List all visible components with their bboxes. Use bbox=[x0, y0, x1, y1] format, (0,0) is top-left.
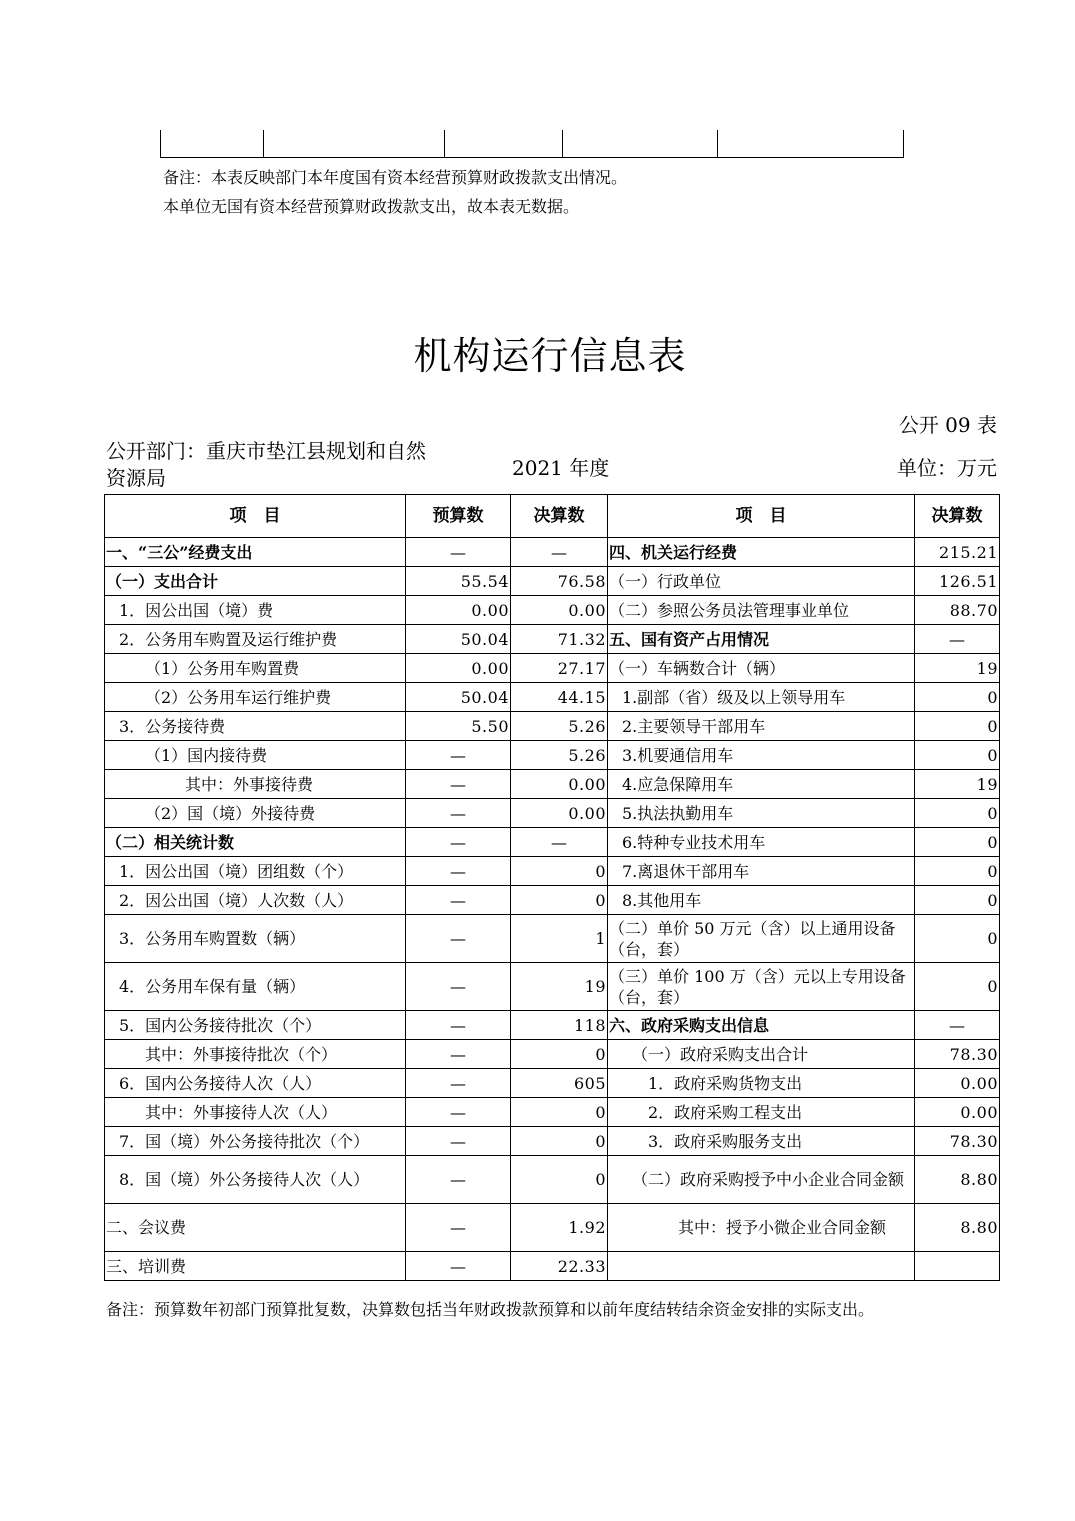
budget-value: — bbox=[406, 1098, 511, 1127]
left-item: （2）国（境）外接待费 bbox=[105, 799, 406, 828]
actual-value: 0 bbox=[511, 1127, 608, 1156]
right-actual-value: 19 bbox=[915, 654, 1000, 683]
budget-value: — bbox=[406, 1127, 511, 1156]
right-actual-value: 0 bbox=[915, 799, 1000, 828]
budget-value: — bbox=[406, 1011, 511, 1040]
budget-value: — bbox=[406, 799, 511, 828]
right-actual-value: 0 bbox=[915, 828, 1000, 857]
left-item: 其中：外事接待人次（人） bbox=[105, 1098, 406, 1127]
left-item: 3．公务接待费 bbox=[105, 712, 406, 741]
right-actual-value: 0.00 bbox=[915, 1098, 1000, 1127]
actual-value: 0.00 bbox=[511, 596, 608, 625]
right-actual-value: 215.21 bbox=[915, 538, 1000, 567]
budget-value: 55.54 bbox=[406, 567, 511, 596]
budget-value: 0.00 bbox=[406, 654, 511, 683]
actual-value: 0 bbox=[511, 886, 608, 915]
year-label: 2021 年度 bbox=[512, 456, 610, 480]
table-row bbox=[105, 1098, 1000, 1127]
right-item: 3．政府采购服务支出 bbox=[608, 1127, 915, 1156]
budget-value: — bbox=[406, 828, 511, 857]
right-actual-value: 19 bbox=[915, 770, 1000, 799]
table-row bbox=[105, 741, 1000, 770]
right-item: 4.应急保障用车 bbox=[608, 770, 915, 799]
right-actual-value: 78.30 bbox=[915, 1127, 1000, 1156]
left-item: 其中：外事接待费 bbox=[105, 770, 406, 799]
actual-value: — bbox=[511, 828, 608, 857]
right-item: 2.主要领导干部用车 bbox=[608, 712, 915, 741]
left-item: 8．国（境）外公务接待人次（人） bbox=[105, 1156, 406, 1204]
actual-value: 0 bbox=[511, 1156, 608, 1204]
left-item: （二）相关统计数 bbox=[105, 828, 406, 857]
table-row bbox=[105, 799, 1000, 828]
actual-value: 0.00 bbox=[511, 770, 608, 799]
table-row bbox=[105, 683, 1000, 712]
table-row bbox=[105, 770, 1000, 799]
left-item: 4．公务用车保有量（辆） bbox=[105, 963, 406, 1011]
table-row bbox=[105, 596, 1000, 625]
right-item: （二）单价 50 万元（含）以上通用设备（台，套） bbox=[608, 915, 915, 963]
table-row bbox=[105, 1252, 1000, 1281]
right-actual-value: 78.30 bbox=[915, 1040, 1000, 1069]
right-actual-value bbox=[915, 1252, 1000, 1281]
right-item: （三）单价 100 万（含）元以上专用设备（台，套） bbox=[608, 963, 915, 1011]
actual-value: 5.26 bbox=[511, 741, 608, 770]
left-item: 其中：外事接待批次（个） bbox=[105, 1040, 406, 1069]
left-item: （2）公务用车运行维护费 bbox=[105, 683, 406, 712]
actual-value: 76.58 bbox=[511, 567, 608, 596]
department-label: 公开部门：重庆市垫江县规划和自然资源局 bbox=[106, 439, 426, 490]
right-item: 3.机要通信用车 bbox=[608, 741, 915, 770]
right-item bbox=[608, 1252, 915, 1281]
footer-note: 备注：预算数年初部门预算批复数，决算数包括当年财政拨款预算和以前年度结转结余资金安排的实际支出。 bbox=[106, 1300, 875, 1319]
header-item-right: 项 目 bbox=[608, 495, 915, 538]
table-row bbox=[105, 1040, 1000, 1069]
header-budget: 预算数 bbox=[406, 495, 511, 538]
institution-operation-table bbox=[104, 494, 1000, 1281]
right-actual-value: 126.51 bbox=[915, 567, 1000, 596]
actual-value: — bbox=[511, 538, 608, 567]
previous-table-note: 备注：本表反映部门本年度国有资本经营预算财政拨款支出情况。 bbox=[163, 168, 628, 187]
right-actual-value: 0 bbox=[915, 683, 1000, 712]
actual-value: 1.92 bbox=[511, 1204, 608, 1252]
right-item: 1．政府采购货物支出 bbox=[608, 1069, 915, 1098]
right-item: 五、国有资产占用情况 bbox=[608, 625, 915, 654]
budget-value: — bbox=[406, 963, 511, 1011]
table-row bbox=[105, 1204, 1000, 1252]
previous-table-bottom bbox=[160, 130, 904, 158]
left-item: （一）支出合计 bbox=[105, 567, 406, 596]
table-row bbox=[105, 915, 1000, 963]
budget-value: — bbox=[406, 770, 511, 799]
table-row bbox=[105, 1069, 1000, 1098]
right-actual-value: 0 bbox=[915, 915, 1000, 963]
right-item: 六、政府采购支出信息 bbox=[608, 1011, 915, 1040]
left-item: 2．因公出国（境）人次数（人） bbox=[105, 886, 406, 915]
actual-value: 22.33 bbox=[511, 1252, 608, 1281]
budget-value: 50.04 bbox=[406, 625, 511, 654]
right-actual-value: 0 bbox=[915, 886, 1000, 915]
right-item: 6.特种专业技术用车 bbox=[608, 828, 915, 857]
left-item: 一、“三公”经费支出 bbox=[105, 538, 406, 567]
right-item: 其中：授予小微企业合同金额 bbox=[608, 1204, 915, 1252]
right-actual-value: — bbox=[915, 1011, 1000, 1040]
header-actual: 决算数 bbox=[511, 495, 608, 538]
table-row bbox=[105, 828, 1000, 857]
budget-value: 5.50 bbox=[406, 712, 511, 741]
table-number: 公开 09 表 bbox=[898, 413, 997, 437]
table-row bbox=[105, 857, 1000, 886]
left-item: （1）国内接待费 bbox=[105, 741, 406, 770]
table-row bbox=[105, 963, 1000, 1011]
budget-value: — bbox=[406, 1040, 511, 1069]
budget-value: — bbox=[406, 741, 511, 770]
right-actual-value: 8.80 bbox=[915, 1204, 1000, 1252]
right-item: 5.执法执勤用车 bbox=[608, 799, 915, 828]
actual-value: 1 bbox=[511, 915, 608, 963]
left-item: 1．因公出国（境）团组数（个） bbox=[105, 857, 406, 886]
budget-value: — bbox=[406, 1156, 511, 1204]
actual-value: 118 bbox=[511, 1011, 608, 1040]
table-row bbox=[105, 1011, 1000, 1040]
budget-value: — bbox=[406, 1204, 511, 1252]
budget-value: — bbox=[406, 857, 511, 886]
right-item: （二）政府采购授予中小企业合同金额 bbox=[608, 1156, 915, 1204]
table-row bbox=[105, 654, 1000, 683]
left-item: 5．国内公务接待批次（个） bbox=[105, 1011, 406, 1040]
budget-value: — bbox=[406, 915, 511, 963]
right-item: 四、机关运行经费 bbox=[608, 538, 915, 567]
table-row bbox=[105, 625, 1000, 654]
actual-value: 0 bbox=[511, 1040, 608, 1069]
actual-value: 19 bbox=[511, 963, 608, 1011]
right-item: 8.其他用车 bbox=[608, 886, 915, 915]
right-item: （一）车辆数合计（辆） bbox=[608, 654, 915, 683]
right-actual-value: 0 bbox=[915, 741, 1000, 770]
right-item: 1.副部（省）级及以上领导用车 bbox=[608, 683, 915, 712]
page-title: 机构运行信息表 bbox=[413, 334, 687, 378]
actual-value: 0 bbox=[511, 1098, 608, 1127]
unit-label: 单位：万元 bbox=[897, 456, 997, 480]
table-row bbox=[105, 886, 1000, 915]
actual-value: 605 bbox=[511, 1069, 608, 1098]
right-item: （二）参照公务员法管理事业单位 bbox=[608, 596, 915, 625]
right-actual-value: 0 bbox=[915, 712, 1000, 741]
actual-value: 0 bbox=[511, 857, 608, 886]
right-item: （一）行政单位 bbox=[608, 567, 915, 596]
left-item: 7．国（境）外公务接待批次（个） bbox=[105, 1127, 406, 1156]
previous-table-no-data-note: 本单位无国有资本经营预算财政拨款支出，故本表无数据。 bbox=[163, 197, 580, 216]
left-item: 2．公务用车购置及运行维护费 bbox=[105, 625, 406, 654]
right-actual-value: — bbox=[915, 625, 1000, 654]
left-item: 三、培训费 bbox=[105, 1252, 406, 1281]
table-row bbox=[105, 1156, 1000, 1204]
left-item: 1．因公出国（境）费 bbox=[105, 596, 406, 625]
right-actual-value: 0 bbox=[915, 857, 1000, 886]
actual-value: 5.26 bbox=[511, 712, 608, 741]
right-actual-value: 8.80 bbox=[915, 1156, 1000, 1204]
budget-value: 0.00 bbox=[406, 596, 511, 625]
right-actual-value: 0.00 bbox=[915, 1069, 1000, 1098]
table-row bbox=[105, 538, 1000, 567]
actual-value: 27.17 bbox=[511, 654, 608, 683]
right-actual-value: 0 bbox=[915, 963, 1000, 1011]
right-item: 2．政府采购工程支出 bbox=[608, 1098, 915, 1127]
table-row bbox=[105, 1127, 1000, 1156]
actual-value: 71.32 bbox=[511, 625, 608, 654]
table-row bbox=[105, 567, 1000, 596]
budget-value: — bbox=[406, 538, 511, 567]
budget-value: — bbox=[406, 1069, 511, 1098]
right-actual-value: 88.70 bbox=[915, 596, 1000, 625]
right-item: （一）政府采购支出合计 bbox=[608, 1040, 915, 1069]
table-row bbox=[105, 712, 1000, 741]
left-item: 6．国内公务接待人次（人） bbox=[105, 1069, 406, 1098]
actual-value: 44.15 bbox=[511, 683, 608, 712]
left-item: （1）公务用车购置费 bbox=[105, 654, 406, 683]
budget-value: 50.04 bbox=[406, 683, 511, 712]
right-item: 7.离退休干部用车 bbox=[608, 857, 915, 886]
left-item: 3．公务用车购置数（辆） bbox=[105, 915, 406, 963]
header-item-left: 项 目 bbox=[105, 495, 406, 538]
left-item: 二、会议费 bbox=[105, 1204, 406, 1252]
actual-value: 0.00 bbox=[511, 799, 608, 828]
budget-value: — bbox=[406, 886, 511, 915]
budget-value: — bbox=[406, 1252, 511, 1281]
table-header-row bbox=[105, 495, 1000, 538]
header-actual-right: 决算数 bbox=[915, 495, 1000, 538]
